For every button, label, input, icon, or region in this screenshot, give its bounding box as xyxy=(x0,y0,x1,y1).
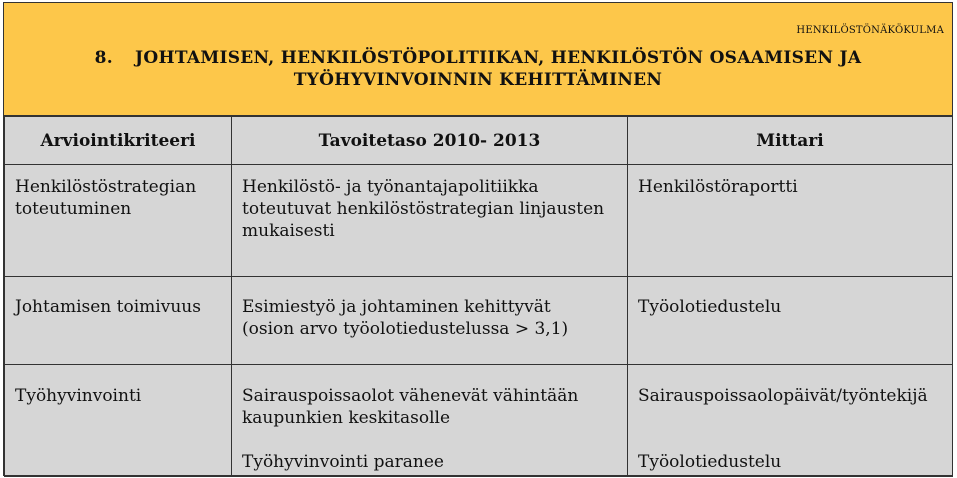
criterion-cell: Henkilöstöstrategian toteutuminen xyxy=(5,165,232,277)
target-line: (osion arvo työolotiedustelussa > 3,1) xyxy=(242,319,569,339)
meter-cell: Työolotiedustelu xyxy=(628,277,953,365)
meter-cell xyxy=(628,365,953,477)
table-row xyxy=(5,165,953,277)
column-header-criterion: Arviointikriteeri xyxy=(5,117,232,165)
section-title-line2: TYÖHYVINVOINNIN KEHITTÄMINEN xyxy=(293,70,663,90)
section-header xyxy=(4,3,952,116)
section-number: 8. xyxy=(94,48,114,68)
column-header-target: Tavoitetaso 2010- 2013 xyxy=(232,117,628,165)
target-cell xyxy=(232,365,628,477)
perspective-label: HENKILÖSTÖNÄKÖKULMA xyxy=(796,25,944,36)
target-cell: Henkilöstö- ja työnantajapolitiikka toteutuvat henkilöstöstrategian linjausten mukaisesti xyxy=(232,165,628,277)
target-line: Sairauspoissaolot vähenevät vähintään kaupunkien keskitasolle xyxy=(242,386,579,428)
target-line: Työhyvinvointi paranee xyxy=(242,452,444,472)
meter-line: Sairauspoissaolopäivät/työntekijä xyxy=(638,386,928,406)
section-title-line1: JOHTAMISEN, HENKILÖSTÖPOLITIIKAN, HENKILÖSTÖN OSAAMISEN JA xyxy=(135,48,862,68)
meter-cell: Henkilöstöraportti xyxy=(628,165,953,277)
column-header-meter: Mittari xyxy=(628,117,953,165)
table-row xyxy=(5,365,953,477)
table-row xyxy=(5,277,953,365)
section-title xyxy=(4,47,952,91)
criterion-cell: Työhyvinvointi xyxy=(5,365,232,477)
criteria-table xyxy=(4,116,953,477)
target-cell xyxy=(232,277,628,365)
table-header-row xyxy=(5,117,953,165)
target-line: Esimiestyö ja johtaminen kehittyvät xyxy=(242,297,551,317)
criterion-cell: Johtamisen toimivuus xyxy=(5,277,232,365)
document-page xyxy=(3,2,953,476)
meter-line: Työolotiedustelu xyxy=(638,452,782,472)
